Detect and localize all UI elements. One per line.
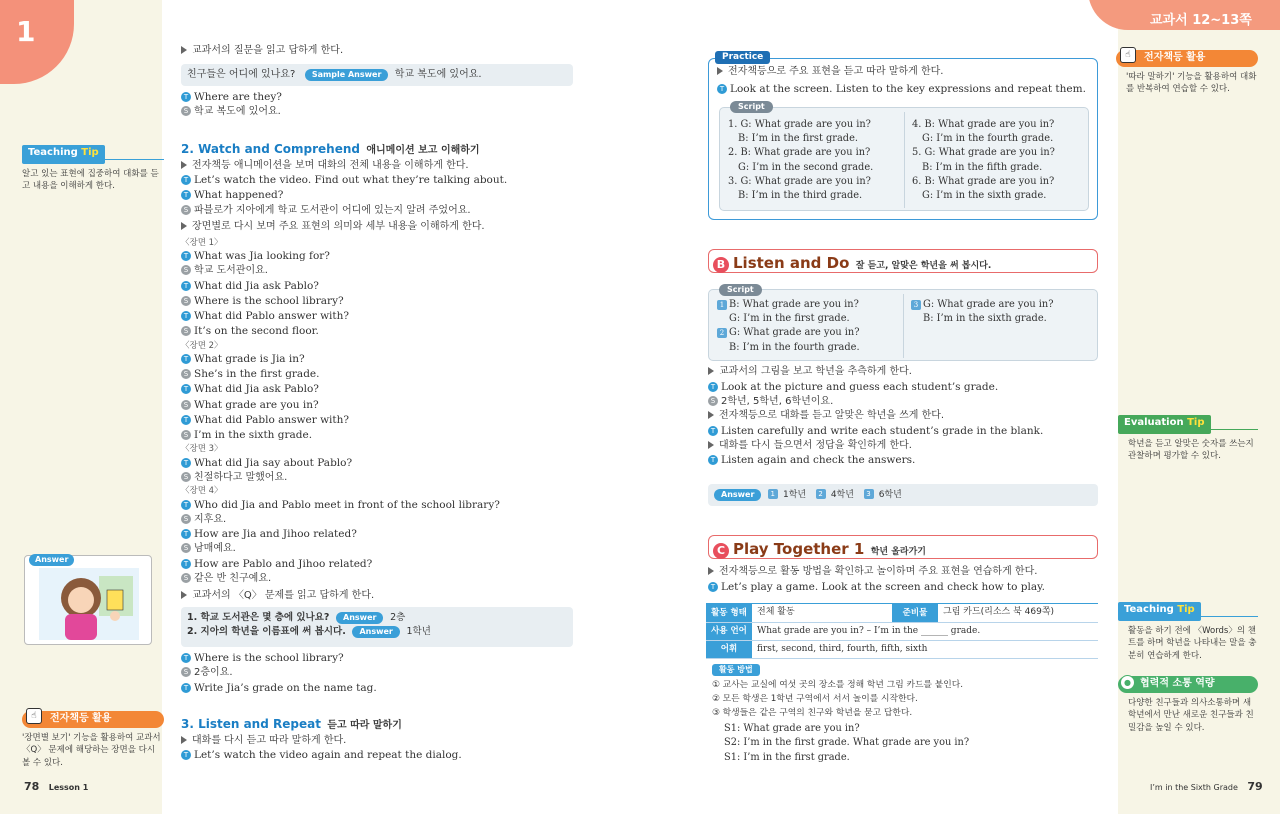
- left-footer: 78 Lesson 1: [24, 780, 89, 793]
- script-line: B: I’m in the fifth grade.: [922, 161, 1043, 173]
- teaching-tip-text: 알고 있는 표현에 집중하여 대화를 듣고 내용을 이해하게 한다.: [22, 168, 159, 192]
- cooperation-box: [1118, 676, 1258, 735]
- page-range: 교과서 12~13쪽: [1150, 13, 1252, 28]
- script-line: G: I’m in the second grade.: [738, 161, 874, 173]
- listen-answer-box: Answer 1 1학년 2 4학년 3 6학년: [708, 484, 1098, 506]
- answer-3: 6학년: [878, 490, 902, 500]
- dialog-line: S1: What grade are you in?: [724, 723, 860, 735]
- activity-method: [706, 659, 1098, 769]
- q1: 1. 학교 도서관은 몇 층에 있나요? Answer 2층: [187, 612, 406, 624]
- teaching-tip-title: Teaching Tip: [22, 145, 105, 164]
- listen-do-header: [708, 249, 1098, 273]
- sc2-line: S I’m in the sixth grade.: [181, 428, 581, 443]
- script-divider: [904, 112, 905, 208]
- script-line: 3. G: What grade are you in?: [728, 175, 871, 187]
- pt-inst: 전자책등으로 활동 방법을 확인하고 놀이하며 주요 표현을 연습하게 한다.: [708, 565, 1108, 580]
- dialog-line: S1: I’m in the first grade.: [724, 751, 850, 763]
- teaching-tip-text-right: 활동을 하기 전에 〈Words〉의 챈트를 하며 학년을 나타내는 말을 충분히 연습하게 한다.: [1128, 625, 1257, 661]
- listen-script-right: [911, 298, 1053, 326]
- sc4-line: S 남매예요.: [181, 542, 581, 557]
- sc2-line: S What grade are you in?: [181, 398, 581, 413]
- etext-box-left: [22, 711, 164, 770]
- q-box: [181, 607, 573, 647]
- script-line: 1 B: What grade are you in?: [717, 298, 860, 312]
- s3-t1: T Let’s watch the video again and repeat the dialog.: [181, 748, 581, 763]
- sc1-line: S Where is the school library?: [181, 294, 581, 309]
- ld-s1: S 2학년, 5학년, 6학년이요.: [708, 395, 1108, 410]
- practice-t1: T Look at the screen. Listen to the key expressions and repeat them.: [717, 82, 1086, 97]
- table-header: 활동 형태: [706, 604, 752, 622]
- intro-s1: S 학교 복도에 있어요.: [181, 105, 581, 120]
- script-line: B: I’m in the fourth grade.: [729, 341, 860, 353]
- script-right-col: [912, 118, 1055, 203]
- table-cell: 그림 카드(리소스 북 469쪽): [938, 604, 1098, 622]
- play-together-title: Play Together 1: [733, 540, 865, 558]
- script-line: G: I’m in the sixth grade.: [922, 190, 1047, 202]
- left-margin: [0, 0, 162, 814]
- practice-box: [708, 52, 1098, 220]
- cursor-icon: ☝: [26, 708, 42, 724]
- s2-t1: T Let’s watch the video. Find out what they’re talking about.: [181, 173, 581, 188]
- table-cell: 전체 활동: [752, 604, 892, 622]
- dialog: [712, 722, 1092, 765]
- etext-title-left: ☝ 전자책등 활용: [22, 711, 164, 728]
- ld-t1: T Look at the picture and guess each student’s grade.: [708, 380, 1108, 395]
- answer-2: 4학년: [830, 490, 854, 500]
- sc3-line: S 친절하다고 말했어요.: [181, 471, 581, 486]
- sc4-line: T How are Pablo and Jihoo related?: [181, 557, 581, 572]
- cursor-icon: ☝: [1120, 47, 1136, 63]
- table-cell: first, second, third, fourth, fifth, sixth: [752, 640, 1098, 658]
- script-line: B: I’m in the sixth grade.: [923, 313, 1047, 325]
- girl-illustration: [39, 568, 139, 640]
- sc4-line: T How are Jia and Jihoo related?: [181, 527, 581, 542]
- etext-text-right: '따라 말하기' 기능을 활용하여 대화를 반복하여 연습할 수 있다.: [1126, 71, 1257, 95]
- teaching-tip-title: Teaching Tip: [1118, 602, 1201, 621]
- method-step: ③ 학생들은 같은 구역의 친구와 학년을 묻고 답한다.: [712, 708, 913, 719]
- activity-table: [706, 604, 1098, 659]
- script-line: B: I’m in the first grade.: [738, 133, 858, 145]
- listen-do-subtitle: 잘 듣고, 알맞은 학년을 써 봅시다.: [855, 261, 992, 271]
- scene2-label: 〈장면 2〉: [181, 340, 223, 351]
- table-cell: What grade are you in? – I’m in the ______ grade.: [752, 622, 1098, 640]
- s2-inst3: 교과서의 〈Q〉 문제를 읽고 답하게 한다.: [181, 589, 581, 604]
- script-line: B: I’m in the third grade.: [738, 190, 863, 202]
- script-line: 2. B: What grade are you in?: [728, 147, 871, 159]
- sc3-line: T What did Jia say about Pablo?: [181, 456, 581, 471]
- s2-t3: T Where is the school library?: [181, 651, 581, 666]
- script-line: 3 G: What grade are you in?: [911, 298, 1053, 312]
- eval-tip-text: 학년을 듣고 알맞은 숫자를 쓰는지 관찰하며 평가할 수 있다.: [1128, 438, 1254, 462]
- answer-label: Answer: [714, 489, 761, 501]
- ld-t3: T Listen again and check the answers.: [708, 453, 1108, 468]
- etext-text-left: '장면별 보기' 기능을 활용하여 교과서 〈Q〉 문제에 해당하는 장면을 다시 볼 수 있다.: [22, 732, 161, 768]
- answer-label: Answer: [29, 554, 74, 566]
- script-line: 2 G: What grade are you in?: [717, 326, 860, 340]
- s2-inst1: 전자책등 애니메이션을 보며 대화의 전체 내용을 이해하게 한다.: [181, 159, 581, 174]
- script-line: 1. G: What grade are you in?: [728, 119, 871, 130]
- teaching-tip-right: [1118, 602, 1258, 663]
- sc4-line: S 지후요.: [181, 513, 581, 528]
- script-line: G: I’m in the first grade.: [729, 313, 850, 325]
- section2-title: 2. Watch and Comprehend 애니메이션 보고 이해하기: [181, 142, 480, 157]
- letter-c-icon: C: [713, 543, 729, 559]
- answer-1: 1학년: [782, 490, 807, 500]
- etext-title-right: ☝ 전자책등 활용: [1116, 50, 1258, 67]
- table-header: 어휘: [706, 640, 752, 658]
- listen-do-steps: [708, 365, 1108, 469]
- ld-inst1: 교과서의 그림을 보고 학년을 추측하게 한다.: [708, 365, 1108, 380]
- sc1-line: S 학교 도서관이요.: [181, 264, 581, 279]
- listen-script-left: [717, 298, 860, 355]
- intro-box: 친구들은 어디에 있나요? Sample Answer 학교 복도에 있어요.: [181, 64, 573, 86]
- ld-inst3: 대화를 다시 들으면서 정답을 확인하게 한다.: [708, 439, 1108, 454]
- s2-t2: T What happened?: [181, 188, 581, 203]
- sc1-line: T What did Jia ask Pablo?: [181, 279, 581, 294]
- s2-inst2: 장면별로 다시 보며 주요 표현의 의미와 세부 내용을 이해하게 한다.: [181, 220, 581, 235]
- section3-title: 3. Listen and Repeat 듣고 따라 말하기: [181, 717, 402, 732]
- ld-t2: T Listen carefully and write each student’s grade in the blank.: [708, 424, 1108, 439]
- etext-box-right: [1116, 50, 1258, 96]
- method-step: ② 모든 학생은 1학년 구역에서 서서 놀이를 시작한다.: [712, 694, 918, 705]
- cooperation-text: 다양한 친구들과 의사소통하며 새 학년에서 만난 새로운 친구들과 친밀감을 높일 수 있다.: [1128, 697, 1254, 733]
- sc1-line: S It’s on the second floor.: [181, 324, 581, 339]
- badge-icon: ●: [1120, 675, 1135, 690]
- script-label: Script: [719, 284, 762, 296]
- practice-inst: 전자책등으로 주요 표현을 듣고 따라 말하게 한다.: [717, 65, 943, 80]
- eval-tip-title: Evaluation Tip: [1118, 415, 1211, 434]
- letter-b-icon: B: [713, 257, 729, 273]
- eval-tip: [1118, 415, 1258, 463]
- listen-do-title: Listen and Do: [733, 254, 850, 272]
- cooperation-title: ● 협력적 소통 역량: [1118, 676, 1258, 693]
- script-line: 4. B: What grade are you in?: [912, 119, 1055, 130]
- right-footer: I’m in the Sixth Grade 79: [1150, 780, 1263, 793]
- ld-inst2: 전자책등으로 대화를 듣고 알맞은 학년을 쓰게 한다.: [708, 409, 1108, 424]
- play-together-header: [708, 535, 1098, 559]
- dialog-line: S2: I’m in the first grade. What grade are you in?: [724, 737, 970, 749]
- intro-t1: T Where are they?: [181, 90, 581, 105]
- method-step: ① 교사는 교실에 여섯 곳의 장소를 정해 학년 그림 카드를 붙인다.: [712, 680, 964, 691]
- lesson-number: 1: [16, 15, 36, 48]
- play-steps: [708, 565, 1108, 595]
- script-label: Script: [730, 101, 773, 113]
- s3-inst: 대화를 다시 듣고 따라 말하게 한다.: [181, 734, 581, 749]
- s2-s3: S 2층이요.: [181, 666, 581, 681]
- left-content: [181, 44, 581, 763]
- script-divider: [903, 294, 904, 358]
- intro-instruction: 교과서의 질문을 읽고 답하게 한다.: [181, 44, 581, 59]
- method-steps: [712, 678, 1092, 720]
- script-line: 5. G: What grade are you in?: [912, 147, 1055, 159]
- script-line: 6. B: What grade are you in?: [912, 175, 1055, 187]
- sc2-line: T What did Pablo answer with?: [181, 413, 581, 428]
- answer-illustration-box: [24, 555, 152, 645]
- scene4-label: 〈장면 4〉: [181, 486, 223, 497]
- script-line: G: I’m in the fourth grade.: [922, 133, 1054, 145]
- sc4-line: T Who did Jia and Pablo meet in front of the school library?: [181, 498, 581, 513]
- pt-t1: T Let’s play a game. Look at the screen and check how to play.: [708, 580, 1108, 595]
- sc2-line: T What did Jia ask Pablo?: [181, 382, 581, 397]
- sc4-line: S 같은 반 친구예요.: [181, 572, 581, 587]
- sc2-line: S She’s in the first grade.: [181, 367, 581, 382]
- script-left-col: [728, 118, 873, 203]
- sc1-line: T What did Pablo answer with?: [181, 309, 581, 324]
- listen-script: [708, 285, 1098, 361]
- play-together-subtitle: 학년 올라가기: [870, 547, 927, 557]
- practice-label: Practice: [715, 51, 770, 64]
- q2: 2. 지아의 학년을 이름표에 써 봅시다. Answer 1학년: [187, 625, 431, 637]
- s2-s1: S 파블로가 지아에게 학교 도서관이 어디에 있는지 알려 주었어요.: [181, 204, 581, 219]
- scene1-label: 〈장면 1〉: [181, 237, 223, 248]
- sc2-line: T What grade is Jia in?: [181, 352, 581, 367]
- scene3-label: 〈장면 3〉: [181, 444, 223, 455]
- s2-t4: T Write Jia’s grade on the name tag.: [181, 681, 581, 696]
- teaching-tip-left: [22, 145, 164, 193]
- sc1-line: T What was Jia looking for?: [181, 249, 581, 264]
- method-label: 활동 방법: [712, 664, 760, 676]
- table-header: 사용 언어: [706, 622, 752, 640]
- activity-panel: [706, 603, 1098, 761]
- practice-script: [719, 102, 1089, 211]
- table-header: 준비물: [892, 604, 938, 622]
